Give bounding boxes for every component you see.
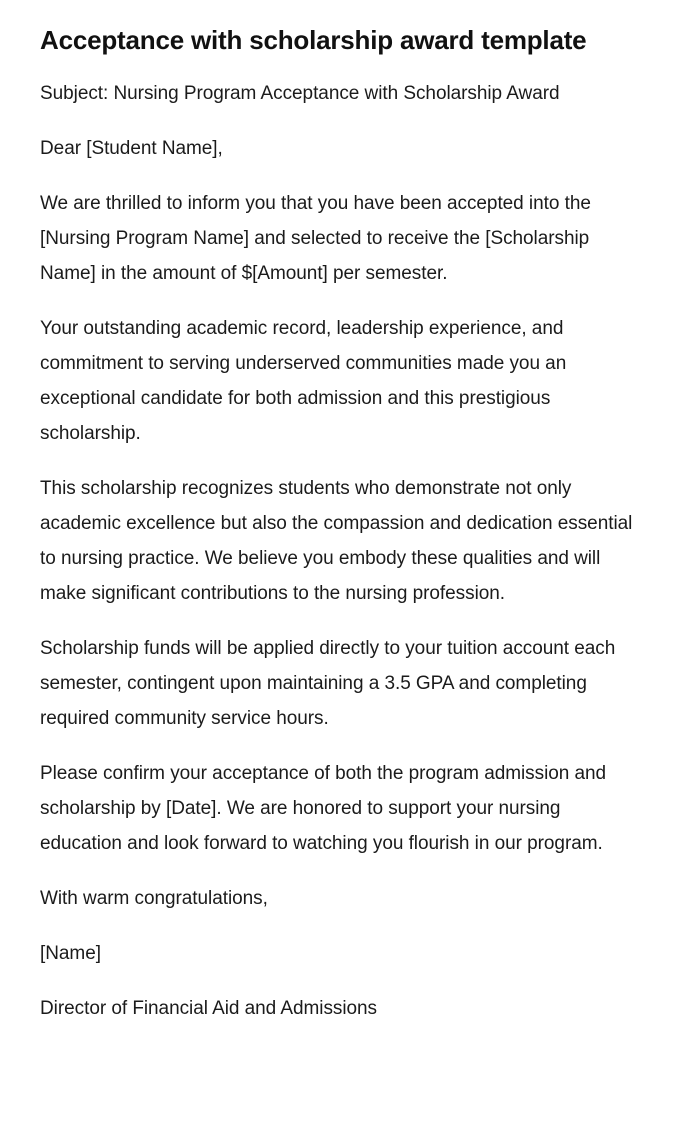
paragraph-salutation: Dear [Student Name], <box>40 138 223 159</box>
paragraph-signature-title: Director of Financial Aid and Admissions <box>40 998 377 1019</box>
paragraph-scholarship-meaning: This scholarship recognizes students who demonstrate not only academic excellence but also the compassion and dedication essential to nursing practice. We believe you embody these qualities and will make significant contributions to the nursing profession. <box>40 478 633 604</box>
paragraph-subject: Subject: Nursing Program Acceptance with Scholarship Award <box>40 83 560 104</box>
paragraph-funds-conditions: Scholarship funds will be applied directly to your tuition account each semester, contingent upon maintaining a 3.5 GPA and completing required community service hours. <box>40 638 616 729</box>
page-title: Acceptance with scholarship award template <box>40 25 587 55</box>
document-body <box>40 76 640 1026</box>
paragraph-acceptance: We are thrilled to inform you that you have been accepted into the [Nursing Program Name] and selected to receive the [Scholarship Name] in the amount of $[Amount] per semester. <box>40 193 591 284</box>
paragraph-qualifications: Your outstanding academic record, leadership experience, and commitment to serving underserved communities made you an exceptional candidate for both admission and this prestigious scholarship. <box>40 318 567 444</box>
paragraph-signature-name: [Name] <box>40 943 101 964</box>
paragraph-confirmation: Please confirm your acceptance of both the program admission and scholarship by [Date]. We are honored to support your nursing education and look forward to watching you flourish in our program. <box>40 763 607 854</box>
paragraph-closing: With warm congratulations, <box>40 888 268 909</box>
